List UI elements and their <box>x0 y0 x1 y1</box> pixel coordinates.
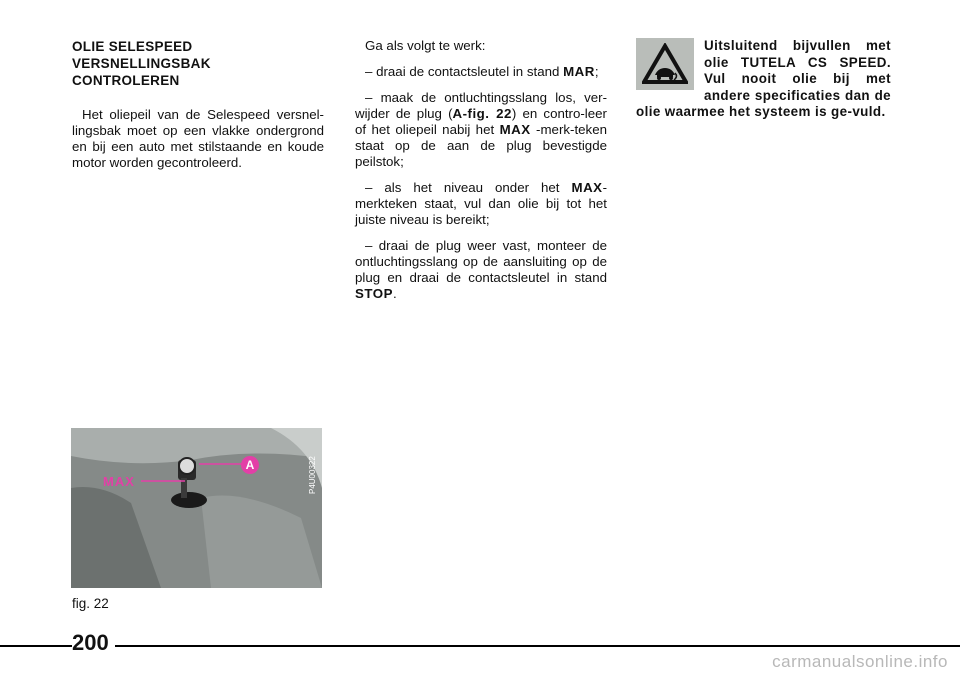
warning-box <box>636 38 891 121</box>
middle-column <box>355 38 607 312</box>
figure-caption: fig. 22 <box>72 596 109 611</box>
right-column <box>636 38 891 121</box>
site-watermark: carmanualsonline.info <box>772 652 948 671</box>
step-1-text: – draai de contactsleutel in stand <box>365 64 564 79</box>
heading-line-2: VERSNELLINGSBAK <box>72 56 211 71</box>
step-3-max-keyword: MAX <box>571 180 603 195</box>
step-1-end: ; <box>594 64 599 79</box>
section-heading <box>72 38 324 89</box>
step-3-part-b: -merkteken staat, vul dan olie bij tot het juiste niveau is bereikt; <box>355 180 607 227</box>
step-2-part-a: – maak de ontluchtingsslang los, ver-wijder de plug ( <box>355 90 607 121</box>
page-number: 200 <box>72 630 115 656</box>
step-3 <box>355 180 607 228</box>
step-1 <box>355 64 607 80</box>
figure-22-photo <box>71 428 322 588</box>
step-4-end: . <box>392 286 397 301</box>
step-2-part-c: -merk-teken staat op de aan de plug bevestigde peilstok; <box>355 122 607 169</box>
step-4-stop-keyword: STOP <box>355 286 393 301</box>
step-1-keyword: MAR <box>563 64 595 79</box>
max-marker-label: MAX <box>103 474 135 489</box>
callout-a-badge: A <box>241 456 259 474</box>
footer-rule <box>0 645 960 647</box>
left-column <box>72 38 324 181</box>
warning-text: Uitsluitend bijvullen met olie TUTELA CS SPEED. Vul nooit olie bij met andere specificaties dan de olie waarmee het systeem is ge-vuld. <box>636 38 891 119</box>
step-2-max-keyword: MAX <box>499 122 531 137</box>
intro-paragraph: Het oliepeil van de Selespeed versnel-lingsbak moet op een vlakke ondergrond en bij een auto met stilstaande en koude motor worden gecontroleerd. <box>72 107 324 170</box>
step-4 <box>355 238 607 302</box>
procedure-lead: Ga als volgt te werk: <box>365 38 486 53</box>
environment-warning-icon <box>636 38 694 90</box>
heading-line-3: CONTROLEREN <box>72 73 180 88</box>
step-2-part-b: ) en contro-leer of het oliepeil nabij het <box>355 106 607 137</box>
heading-line-1: OLIE SELESPEED <box>72 39 193 54</box>
step-2 <box>355 90 607 170</box>
step-4-part-a: – draai de plug weer vast, monteer de ontluchtingsslang op de aansluiting op de plug en draai de contactsleutel in stand <box>355 238 607 285</box>
figure-code: P4U00322 <box>308 456 317 494</box>
step-2-figure-ref: A-fig. 22 <box>452 106 512 121</box>
step-3-part-a: – als het niveau onder het <box>365 180 572 195</box>
